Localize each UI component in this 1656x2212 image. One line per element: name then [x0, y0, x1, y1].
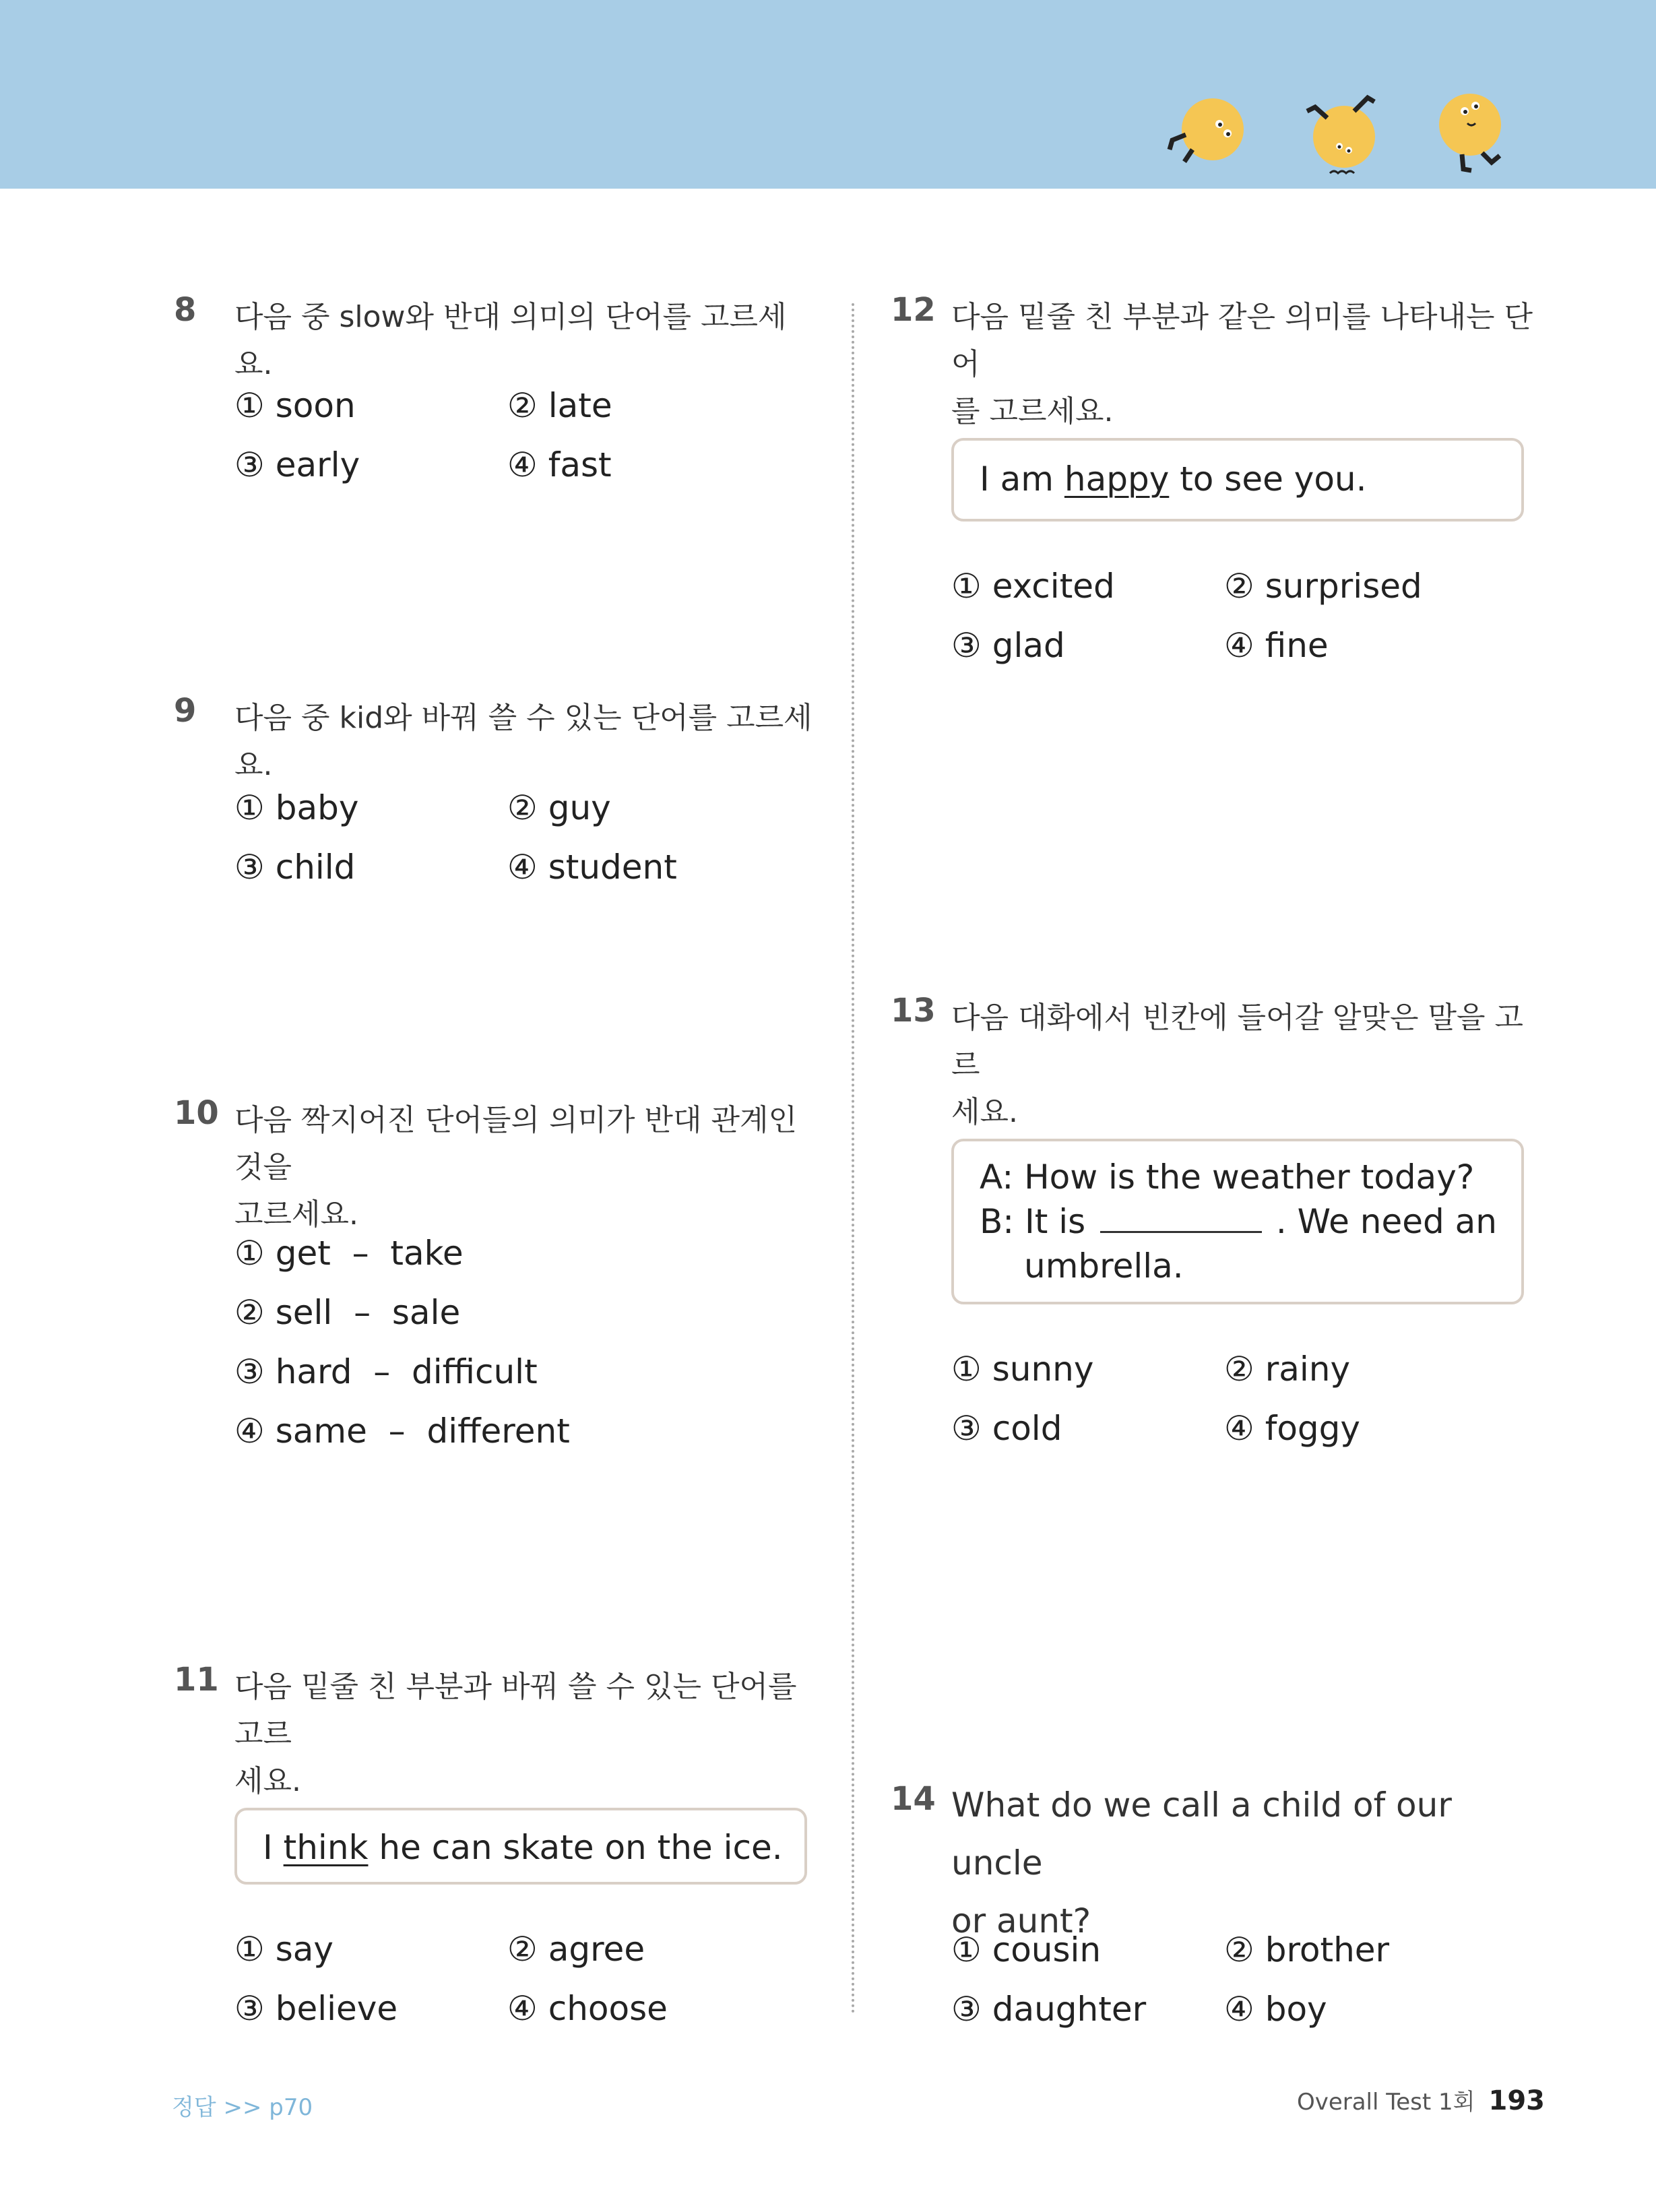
- question-9: [174, 692, 821, 894]
- dialog-b-end: . We need an: [1275, 1202, 1497, 1241]
- question-number: 9: [174, 692, 197, 730]
- dialog-b-start: B: It is: [980, 1202, 1086, 1241]
- question-prompt: 다음 중 kid와 바꿔 쓸 수 있는 단어를 고르세요.: [234, 701, 813, 782]
- sentence-box: [234, 1808, 807, 1885]
- option-2[interactable]: ② brother: [1224, 1930, 1390, 1969]
- option-4[interactable]: ④ choose: [507, 1989, 668, 2028]
- header-band: [0, 0, 1656, 189]
- option-2[interactable]: ② guy: [507, 788, 611, 827]
- option-3[interactable]: ③ child: [234, 848, 356, 887]
- question-number: 8: [174, 291, 197, 329]
- prompt-line-2: or aunt?: [951, 1901, 1091, 1940]
- prompt-line-2: 세요.: [951, 1095, 1018, 1129]
- option-1[interactable]: ① say: [234, 1930, 333, 1969]
- sentence-text: to see you.: [1169, 460, 1367, 499]
- answer-reference: 정답 >> p70: [172, 2094, 313, 2121]
- mascot-icon-3: [1435, 91, 1523, 179]
- prompt-line-1: What do we call a child of our uncle: [951, 1786, 1452, 1883]
- sentence-text: I: [263, 1828, 284, 1867]
- sentence-text: he can skate on the ice.: [368, 1828, 783, 1867]
- question-number: 10: [174, 1094, 219, 1132]
- question-number: 11: [174, 1661, 219, 1699]
- option-3[interactable]: ③ hard – difficult: [234, 1352, 538, 1391]
- question-prompt: [234, 1097, 821, 1238]
- question-prompt: [234, 1664, 821, 1805]
- question-11: [174, 1661, 821, 2052]
- prompt-line-1: 다음 짝지어진 단어들의 의미가 반대 관계인 것을: [234, 1103, 798, 1184]
- answer-blank: [1100, 1204, 1262, 1233]
- option-4[interactable]: ④ student: [507, 848, 677, 887]
- question-prompt: [951, 1776, 1537, 1950]
- sentence-text: I am: [980, 460, 1064, 499]
- dialog-line-b: [980, 1199, 1497, 1244]
- page-footer: [1297, 2083, 1545, 2116]
- dialog-line-b-continued: umbrella.: [1024, 1246, 1184, 1286]
- option-1[interactable]: ① excited: [951, 567, 1115, 606]
- option-3[interactable]: ③ cold: [951, 1409, 1062, 1448]
- underlined-word: happy: [1064, 460, 1170, 499]
- question-12: [891, 291, 1537, 682]
- prompt-line-1: 다음 밑줄 친 부분과 같은 의미를 나타내는 단어: [951, 300, 1533, 381]
- option-2[interactable]: ② sell – sale: [234, 1293, 461, 1332]
- option-2[interactable]: ② surprised: [1224, 567, 1422, 606]
- underlined-word: think: [283, 1828, 369, 1867]
- column-divider: [852, 303, 854, 2015]
- prompt-line-1: 다음 대화에서 빈칸에 들어갈 알맞은 말을 고르: [951, 1001, 1523, 1082]
- question-number: 14: [891, 1780, 936, 1818]
- prompt-line-2: 고르세요.: [234, 1197, 359, 1232]
- question-prompt: [951, 294, 1537, 435]
- dialog-line-a: A: How is the weather today?: [980, 1158, 1475, 1197]
- test-label: Overall Test 1회: [1296, 2089, 1475, 2116]
- option-3[interactable]: ③ early: [234, 445, 360, 484]
- question-prompt: [951, 994, 1537, 1136]
- question-number: 12: [891, 291, 936, 329]
- dialog-box: [951, 1139, 1524, 1304]
- option-4[interactable]: ④ same – different: [234, 1412, 570, 1451]
- option-1[interactable]: ① cousin: [951, 1930, 1102, 1969]
- mascot-icon-2: [1300, 91, 1388, 179]
- option-3[interactable]: ③ daughter: [951, 1990, 1147, 2029]
- option-4[interactable]: ④ boy: [1224, 1990, 1327, 2029]
- option-1[interactable]: ① soon: [234, 386, 356, 425]
- option-1[interactable]: ① sunny: [951, 1350, 1094, 1389]
- option-2[interactable]: ② late: [507, 386, 612, 425]
- option-1[interactable]: ① get – take: [234, 1234, 464, 1273]
- mascot-icon-1: [1166, 94, 1253, 168]
- option-4[interactable]: ④ foggy: [1224, 1409, 1360, 1448]
- question-14: [891, 1780, 1537, 2050]
- option-4[interactable]: ④ fine: [1224, 626, 1329, 665]
- option-2[interactable]: ② agree: [507, 1930, 645, 1969]
- option-3[interactable]: ③ believe: [234, 1989, 398, 2028]
- question-8: [174, 291, 821, 493]
- question-prompt: 다음 중 slow와 반대 의미의 단어를 고르세요.: [234, 300, 787, 381]
- page-number: 193: [1488, 2085, 1545, 2116]
- option-4[interactable]: ④ fast: [507, 445, 612, 484]
- option-3[interactable]: ③ glad: [951, 626, 1065, 665]
- prompt-line-1: 다음 밑줄 친 부분과 바꿔 쓸 수 있는 단어를 고르: [234, 1670, 797, 1751]
- prompt-line-2: 세요.: [234, 1764, 301, 1798]
- question-10: [174, 1094, 821, 1458]
- option-1[interactable]: ① baby: [234, 788, 359, 827]
- option-2[interactable]: ② rainy: [1224, 1350, 1351, 1389]
- prompt-line-2: 를 고르세요.: [951, 394, 1114, 429]
- sentence-box: [951, 438, 1524, 522]
- question-number: 13: [891, 992, 936, 1030]
- question-13: [891, 992, 1537, 1463]
